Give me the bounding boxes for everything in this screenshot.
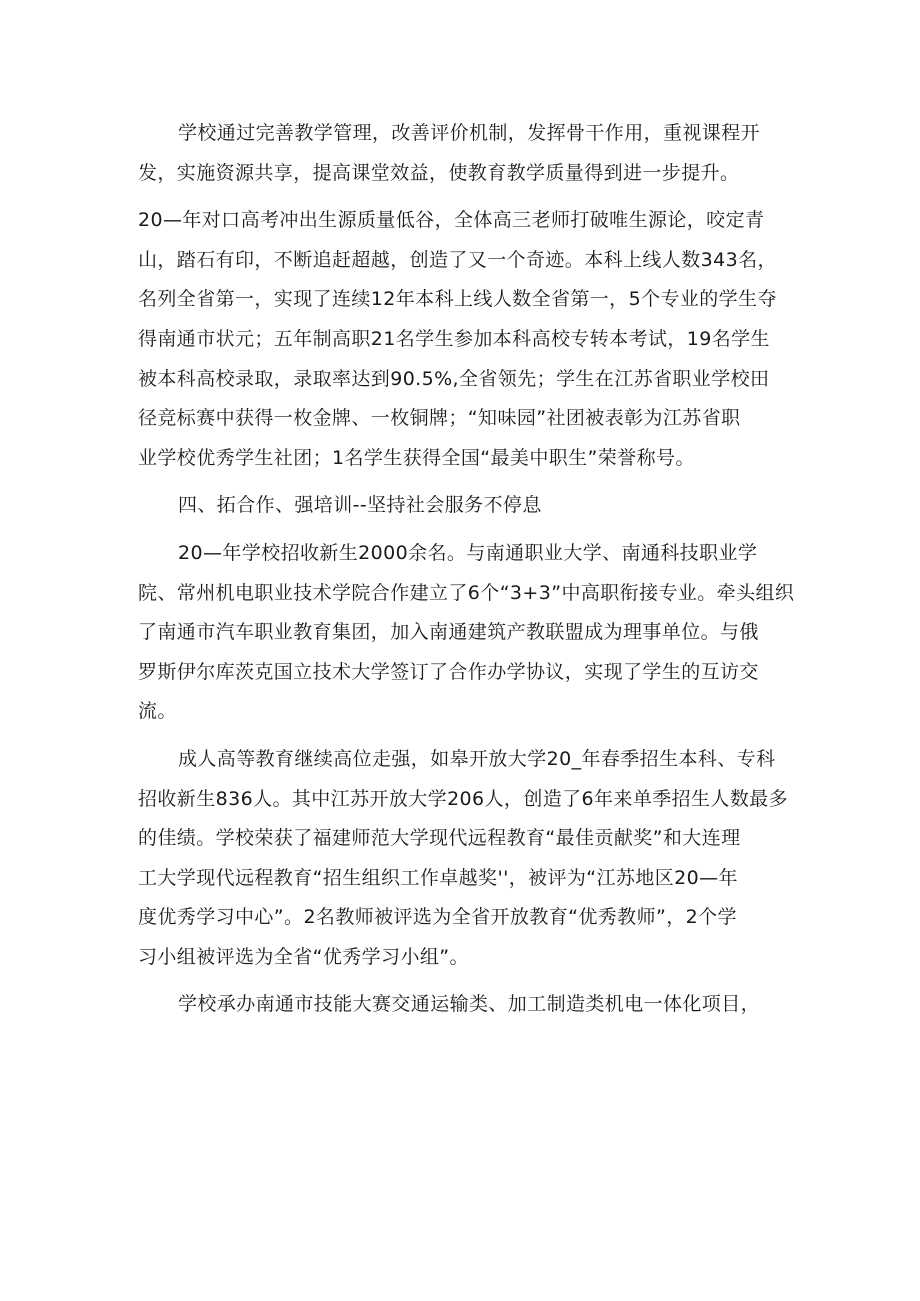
text-line: 院、常州机电职业技术学院合作建立了6个“3+3”中高职衔接专业。牵头组织 <box>138 581 795 604</box>
text-line: 20—年学校招收新生2000余名。与南通职业大学、南通科技职业学 <box>178 541 758 564</box>
paragraph <box>138 985 786 1025</box>
paragraph-gap <box>138 732 786 740</box>
text-line: 被本科高校录取，录取率达到90.5%,全省领先；学生在江苏省职业学校田 <box>138 367 770 390</box>
paragraph-gap <box>138 977 786 985</box>
text-line: 的佳绩。学校荣获了福建师范大学现代远程教育“最佳贡献奖”和大连理 <box>138 827 741 850</box>
paragraph <box>138 486 786 526</box>
text-line: 习小组被评选为全省“优秀学习小组”。 <box>138 945 469 968</box>
paragraph-gap <box>138 526 786 534</box>
text-line: 招收新生836人。其中江苏开放大学206人，创造了6年来单季招生人数最多 <box>138 787 789 810</box>
text-line: 径竞标赛中获得一枚金牌、一枚铜牌；“知味园”社团被表彰为江苏省职 <box>138 407 741 430</box>
text-line: 山，踏石有印，不断追赶超越，创造了又一个奇迹。本科上线人数343名， <box>138 248 777 271</box>
text-line: 了南通市汽车职业教育集团，加入南通建筑产教联盟成为理事单位。与俄 <box>138 621 759 644</box>
text-line: 四、拓合作、强培训--坚持社会服务不停息 <box>178 494 542 517</box>
text-line: 学校通过完善教学管理，改善评价机制，发挥骨干作用，重视课程开 <box>178 122 761 144</box>
paragraph <box>138 740 789 978</box>
text-line: 20—年对口高考冲出生源质量低谷，全体高三老师打破唯生源论，咬定青 <box>138 209 765 232</box>
text-line: 工大学现代远程教育“招生组织工作卓越奖''，被评为“江苏地区20—年 <box>138 866 738 889</box>
text-line: 发，实施资源共享，提高课堂效益，使教育教学质量得到进一步提升。 <box>138 161 740 184</box>
text-line: 度优秀学习中心”。2名教师被评选为全省开放教育“优秀教师”，2个学 <box>138 906 737 929</box>
text-line: 罗斯伊尔库茨克国立技术大学签订了合作办学协议，实现了学生的互访交 <box>138 660 759 683</box>
text-line: 成人高等教育继续高位走强，如皋开放大学20_年春季招生本科、专科 <box>178 747 776 770</box>
document-body <box>138 114 795 1025</box>
paragraph <box>138 114 786 193</box>
text-line: 得南通市状元；五年制高职21名学生参加本科高校专转本考试，19名学生 <box>138 327 770 350</box>
text-line: 业学校优秀学生社团；1名学生获得全国“最美中职生”荣誉称号。 <box>138 446 695 469</box>
text-line: 流。 <box>138 700 177 723</box>
paragraph <box>138 534 795 732</box>
paragraph-gap <box>138 193 786 201</box>
paragraph <box>138 201 786 478</box>
paragraph-gap <box>138 478 786 486</box>
text-line: 学校承办南通市技能大赛交通运输类、加工制造类机电一体化项目， <box>178 993 761 1016</box>
text-line: 名列全省第一，实现了连续12年本科上线人数全省第一，5个专业的学生夺 <box>138 288 777 311</box>
